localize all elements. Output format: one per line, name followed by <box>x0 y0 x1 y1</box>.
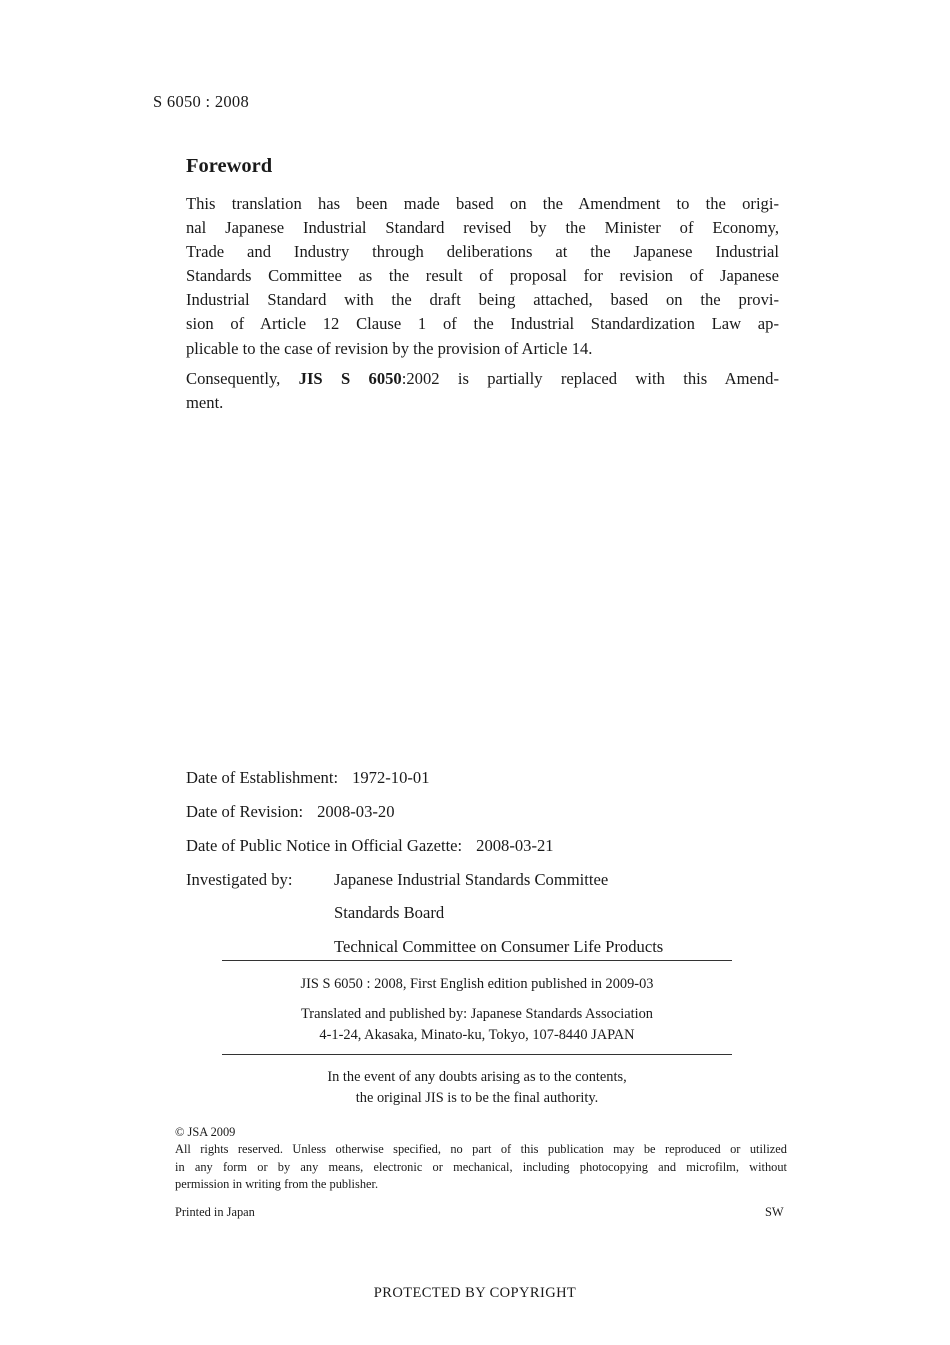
paragraph-line: ment. <box>186 393 224 413</box>
investigated-committee: Japanese Industrial Standards Committee <box>334 870 609 889</box>
copyright-notice: © JSA 2009 <box>175 1125 236 1139</box>
divider-top <box>222 960 732 961</box>
foreword-title: Foreword <box>186 155 273 177</box>
paragraph-line: Trade and Industry through deliberations at the Japanese Industrial <box>186 242 779 262</box>
publisher-address: 4-1-24, Akasaka, Minato-ku, Tokyo, 107-8440 JAPAN <box>319 1027 635 1043</box>
doubts-line-2: the original JIS is to be the final authority. <box>355 1090 599 1106</box>
investigated-label: Investigated by: <box>186 870 293 889</box>
protected-by-copyright-footer: PROTECTED BY COPYRIGHT <box>373 1285 577 1301</box>
public-notice-row <box>186 836 554 856</box>
revision-row <box>186 802 395 822</box>
establishment-row <box>186 768 430 788</box>
page-header-doc-code: S 6050 : 2008 <box>153 92 250 111</box>
paragraph-line <box>186 367 779 391</box>
publisher-line: Translated and published by: Japanese Standards Association <box>301 1006 653 1022</box>
foreword-paragraph-2 <box>186 367 779 415</box>
public-notice-date: 2008-03-21 <box>476 836 554 855</box>
public-notice-label: Date of Public Notice in Official Gazette: <box>186 836 463 855</box>
para2-suffix: :2002 is partially replaced with this Amend- <box>401 369 779 388</box>
investigated-technical-committee: Technical Committee on Consumer Life Products <box>334 937 664 956</box>
doubts-line-1: In the event of any doubts arising as to the contents, <box>327 1069 627 1085</box>
paragraph-line: Standards Committee as the result of proposal for revision of Japanese <box>186 266 779 286</box>
print-code: SW <box>765 1205 784 1219</box>
paragraph-line: sion of Article 12 Clause 1 of the Industrial Standardization Law ap- <box>186 314 779 334</box>
rights-line: All rights reserved. Unless otherwise specified, no part of this publication may be reproduced or utilized <box>175 1142 787 1156</box>
paragraph-line: This translation has been made based on the Amendment to the origi- <box>186 194 779 213</box>
establishment-label: Date of Establishment: <box>186 768 339 787</box>
foreword-paragraph-1 <box>186 192 779 361</box>
revision-date: 2008-03-20 <box>317 802 395 821</box>
rights-line: in any form or by any means, electronic or mechanical, including photocopying and microfilm, without <box>175 1159 787 1174</box>
printed-in-japan: Printed in Japan <box>175 1205 255 1219</box>
rights-reserved-text <box>175 1141 787 1194</box>
edition-line: JIS S 6050 : 2008, First English edition published in 2009-03 <box>300 976 654 992</box>
revision-label: Date of Revision: <box>186 802 304 821</box>
establishment-date: 1972-10-01 <box>352 768 430 787</box>
paragraph-line: Industrial Standard with the draft being attached, based on the provi- <box>186 290 779 310</box>
paragraph-line: nal Japanese Industrial Standard revised by the Minister of Economy, <box>186 218 779 238</box>
para2-prefix: Consequently, <box>186 369 299 388</box>
paragraph-line: plicable to the case of revision by the provision of Article 14. <box>186 338 593 358</box>
jis-reference: JIS S 6050 <box>298 369 402 388</box>
investigated-board: Standards Board <box>334 903 445 922</box>
divider-bottom <box>222 1054 732 1055</box>
rights-line: permission in writing from the publisher. <box>175 1177 379 1191</box>
